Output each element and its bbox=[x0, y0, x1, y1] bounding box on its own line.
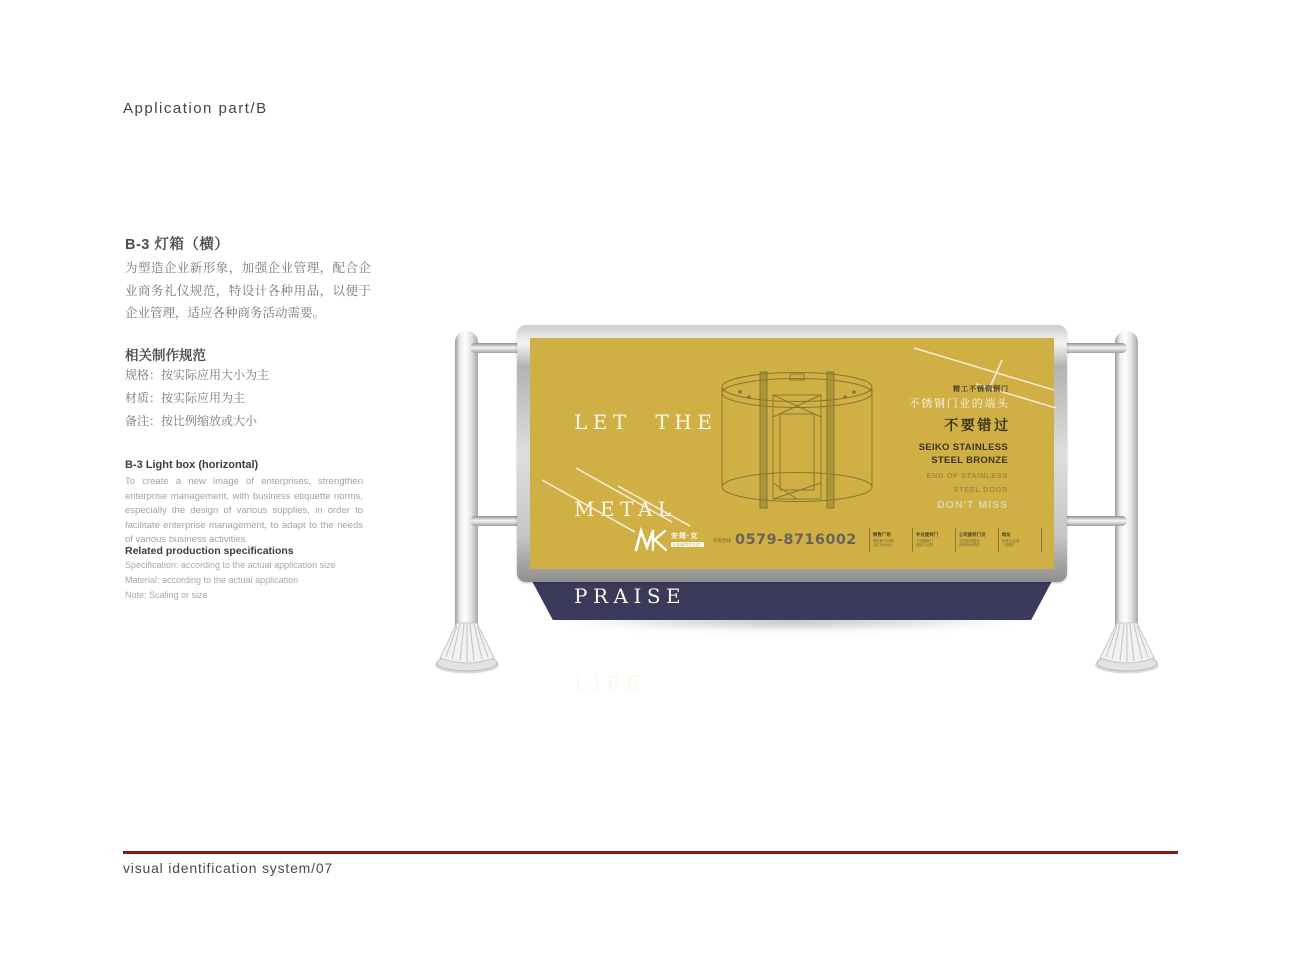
info-column-line: 永康五金城 bbox=[1001, 538, 1020, 543]
info-column-line: 全国连锁服务 bbox=[958, 538, 980, 543]
tagline-en-muted: END OF STAINLESS bbox=[926, 471, 1008, 480]
mk-logo-icon bbox=[634, 528, 668, 552]
section-body-en: To create a new image of enterprises, strengthen enterprise management, with business etiquette norms, especially the design of various supplies, in order to facilitate enterprise management, to adapt to the needs of various business activities. bbox=[125, 476, 363, 546]
info-column-title: 专业旋转门 bbox=[915, 532, 939, 538]
section-title-cn: B-3 灯箱（横） bbox=[125, 237, 230, 253]
headline-line: PRAISE bbox=[574, 584, 687, 608]
column-divider bbox=[955, 528, 956, 552]
left-pole-base bbox=[424, 622, 510, 674]
tagline-cn-white: 不锈钢门业的端头 bbox=[908, 398, 1010, 410]
lightbox-right-pole bbox=[1115, 331, 1138, 635]
brand-slogan: 让金属赞美生活 bbox=[671, 542, 704, 547]
brand-name: 安姆·克 bbox=[671, 533, 699, 540]
info-column-line: 不锈钢铜门 bbox=[915, 538, 934, 543]
info-column-line: 质保终身维护 bbox=[958, 543, 980, 548]
info-column bbox=[959, 532, 995, 547]
info-column-title: 公司旋转门业 bbox=[958, 532, 986, 538]
lightbox-left-pole bbox=[455, 331, 478, 635]
spec-item-cn: 备注：按比例缩放或大小 bbox=[125, 414, 258, 428]
headline-line: LIFE bbox=[574, 671, 646, 695]
footer-text: visual identification system/07 bbox=[123, 860, 333, 876]
section-body-cn: 为塑造企业新形象，加强企业管理，配合企业商务礼仪规范，特设计各种用品，以便于企业管理，适应各种商务活动需要。 bbox=[125, 261, 371, 320]
spec-item-cn: 规格：按实际应用大小为主 bbox=[125, 368, 270, 382]
specs-title-en: Related production specifications bbox=[125, 545, 294, 557]
lightbox-frame bbox=[517, 325, 1067, 695]
section-title-en: B-3 Light box (horizontal) bbox=[125, 459, 259, 471]
spec-item-cn: 材质：按实际应用为主 bbox=[125, 391, 246, 405]
tagline-cn-large: 不要错过 bbox=[944, 417, 1011, 433]
ad-bottom-bar bbox=[634, 524, 1045, 556]
info-columns bbox=[866, 528, 1045, 552]
spec-item-en: Material: according to the actual application bbox=[125, 575, 299, 585]
tagline-en-muted: STEEL DOOR bbox=[953, 485, 1008, 494]
hotline-label: 咨询热线 bbox=[713, 537, 731, 543]
footer-rule bbox=[123, 851, 1178, 854]
info-column-line: 交汇处100米 bbox=[872, 543, 893, 548]
page-title: Application part/B bbox=[123, 100, 268, 117]
tagline-en-light: DON'T MISS bbox=[937, 499, 1008, 511]
phone-number: 0579-8716002 bbox=[735, 532, 857, 548]
ad-right-text-column bbox=[768, 386, 1011, 511]
info-column-line: 二期8区 bbox=[1001, 543, 1015, 548]
info-column bbox=[873, 532, 909, 547]
info-column-line: 旋转门定制 bbox=[915, 543, 934, 548]
info-column-title: 销售广场 bbox=[872, 532, 891, 538]
brand-block bbox=[671, 533, 704, 547]
spec-item-en: Note: Scaling or size bbox=[125, 590, 208, 600]
tagline-cn-small: 精工不锈钢铜门 bbox=[953, 386, 1009, 393]
specs-title-cn: 相关制作规范 bbox=[125, 348, 206, 363]
right-pole-base bbox=[1084, 622, 1170, 674]
info-column-title: 地址 bbox=[1001, 532, 1011, 538]
headline-line: LET THE bbox=[574, 410, 718, 434]
info-column-line: 城东路与环路 bbox=[872, 538, 894, 543]
info-column bbox=[916, 532, 952, 547]
headline-line: METAL bbox=[574, 497, 677, 521]
column-divider bbox=[912, 528, 913, 552]
spec-item-en: Specification: according to the actual application size bbox=[125, 560, 336, 570]
column-divider bbox=[869, 528, 870, 552]
ad-panel bbox=[530, 338, 1054, 695]
tagline-en-bold: STEEL BRONZE bbox=[931, 455, 1008, 466]
tagline-en-bold: SEIKO STAINLESS bbox=[918, 442, 1008, 453]
info-column bbox=[1002, 532, 1038, 547]
column-divider bbox=[998, 528, 999, 552]
column-divider bbox=[1041, 528, 1042, 552]
